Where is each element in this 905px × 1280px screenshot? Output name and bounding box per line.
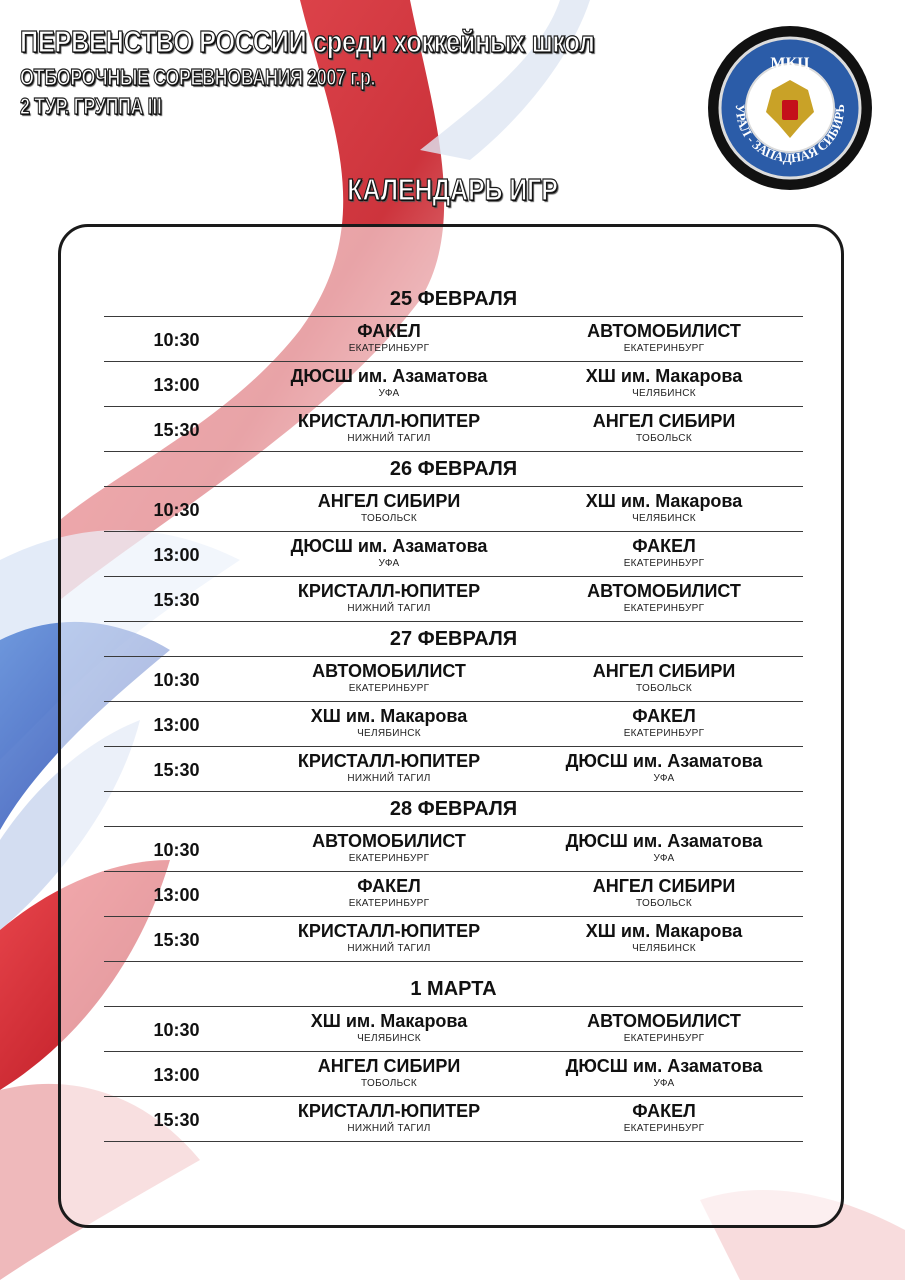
game-time: 13:00 xyxy=(153,375,200,395)
game-time: 10:30 xyxy=(153,1020,200,1040)
away-team xyxy=(534,365,794,401)
home-team-name: КРИСТАЛЛ-ЮПИТЕР xyxy=(297,1101,481,1121)
header-title: ПЕРВЕНСТВО РОССИИ среди хоккейных школ xyxy=(20,24,595,59)
day-title: 25 ФЕВРАЛЯ xyxy=(389,288,518,310)
day-title: 26 ФЕВРАЛЯ xyxy=(389,458,518,480)
home-team xyxy=(259,535,519,571)
game-time: 15:30 xyxy=(153,590,200,610)
away-team-city: ЕКАТЕРИНБУРГ xyxy=(623,603,705,614)
away-team-name: АНГЕЛ СИБИРИ xyxy=(592,411,736,431)
game-row xyxy=(104,361,803,406)
away-team-name: ФАКЕЛ xyxy=(632,1101,696,1121)
game-row xyxy=(104,1051,803,1096)
away-team-city: ЧЕЛЯБИНСК xyxy=(632,513,696,524)
home-team-city: ТОБОЛЬСК xyxy=(361,513,417,524)
game-row xyxy=(104,701,803,746)
away-team-name: ХШ им. Макарова xyxy=(585,921,743,941)
schedule-table xyxy=(104,282,803,1142)
away-team-name: АВТОМОБИЛИСТ xyxy=(587,581,741,601)
away-team xyxy=(534,705,794,741)
away-team xyxy=(534,490,794,526)
home-team-name: АНГЕЛ СИБИРИ xyxy=(317,491,461,511)
home-team-name: АВТОМОБИЛИСТ xyxy=(312,661,466,681)
home-team-name: ДЮСШ им. Азаматова xyxy=(290,366,488,386)
game-row xyxy=(104,486,803,531)
game-row xyxy=(104,1006,803,1051)
away-team-name: ДЮСШ им. Азаматова xyxy=(565,831,763,851)
home-team-name: АВТОМОБИЛИСТ xyxy=(312,831,466,851)
away-team xyxy=(534,1100,794,1136)
away-team-city: ТОБОЛЬСК xyxy=(636,683,692,694)
day-title: 27 ФЕВРАЛЯ xyxy=(389,628,518,650)
away-team xyxy=(534,920,794,956)
game-row xyxy=(104,531,803,576)
home-team-city: ЕКАТЕРИНБУРГ xyxy=(348,898,430,909)
day-spacer xyxy=(104,962,803,972)
game-row xyxy=(104,871,803,916)
home-team xyxy=(259,660,519,696)
away-team-city: ЕКАТЕРИНБУРГ xyxy=(623,1123,705,1134)
away-team-name: АВТОМОБИЛИСТ xyxy=(587,321,741,341)
game-time: 13:00 xyxy=(153,545,200,565)
away-team-name: ХШ им. Макарова xyxy=(585,491,743,511)
home-team-city: УФА xyxy=(378,388,400,399)
away-team-city: ТОБОЛЬСК xyxy=(636,433,692,444)
away-team xyxy=(534,875,794,911)
home-team-name: КРИСТАЛЛ-ЮПИТЕР xyxy=(297,751,481,771)
game-row xyxy=(104,826,803,871)
home-team-name: ХШ им. Макарова xyxy=(310,1011,468,1031)
away-team xyxy=(534,535,794,571)
away-team xyxy=(534,1010,794,1046)
home-team xyxy=(259,1100,519,1136)
home-team-city: НИЖНИЙ ТАГИЛ xyxy=(347,943,431,954)
away-team xyxy=(534,1055,794,1091)
game-row xyxy=(104,406,803,452)
away-team-name: ДЮСШ им. Азаматова xyxy=(565,751,763,771)
game-row xyxy=(104,746,803,792)
away-team-city: УФА xyxy=(653,773,675,784)
home-team-name: АНГЕЛ СИБИРИ xyxy=(317,1056,461,1076)
header-subtitle: ОТБОРОЧНЫЕ СОРЕВНОВАНИЯ 2007 г.р. xyxy=(20,64,376,90)
away-team-city: ЧЕЛЯБИНСК xyxy=(632,943,696,954)
away-team-city: ЕКАТЕРИНБУРГ xyxy=(623,728,705,739)
logo-ring-text: УРАЛ - ЗАПАДНАЯ СИБИРЬ xyxy=(732,103,848,166)
game-time: 15:30 xyxy=(153,1110,200,1130)
home-team-city: ЕКАТЕРИНБУРГ xyxy=(348,343,430,354)
home-team-name: ХШ им. Макарова xyxy=(310,706,468,726)
away-team-city: ЕКАТЕРИНБУРГ xyxy=(623,558,705,569)
home-team-city: НИЖНИЙ ТАГИЛ xyxy=(347,603,431,614)
game-time: 10:30 xyxy=(153,500,200,520)
home-team-city: НИЖНИЙ ТАГИЛ xyxy=(347,1123,431,1134)
home-team-name: ФАКЕЛ xyxy=(357,876,421,896)
home-team xyxy=(259,1055,519,1091)
away-team-name: ДЮСШ им. Азаматова xyxy=(565,1056,763,1076)
home-team-city: НИЖНИЙ ТАГИЛ xyxy=(347,433,431,444)
logo-top-text: МКЦ xyxy=(770,55,810,72)
game-row xyxy=(104,576,803,622)
away-team-city: УФА xyxy=(653,1078,675,1089)
day-title: 1 МАРТА xyxy=(410,978,497,1000)
home-team xyxy=(259,875,519,911)
game-row xyxy=(104,1096,803,1142)
away-team-city: ЧЕЛЯБИНСК xyxy=(632,388,696,399)
day-title: 28 ФЕВРАЛЯ xyxy=(389,798,518,820)
away-team-name: АНГЕЛ СИБИРИ xyxy=(592,876,736,896)
away-team-city: УФА xyxy=(653,853,675,864)
home-team-name: ФАКЕЛ xyxy=(357,321,421,341)
game-row xyxy=(104,656,803,701)
away-team-name: АВТОМОБИЛИСТ xyxy=(587,1011,741,1031)
home-team-city: ЧЕЛЯБИНСК xyxy=(357,728,421,739)
home-team xyxy=(259,705,519,741)
away-team xyxy=(534,660,794,696)
mkc-logo xyxy=(706,24,874,192)
home-team-city: ЧЕЛЯБИНСК xyxy=(357,1033,421,1044)
home-team xyxy=(259,490,519,526)
home-team-city: НИЖНИЙ ТАГИЛ xyxy=(347,773,431,784)
calendar-title: КАЛЕНДАРЬ ИГР xyxy=(347,172,558,207)
away-team-city: ТОБОЛЬСК xyxy=(636,898,692,909)
game-time: 13:00 xyxy=(153,885,200,905)
home-team-city: УФА xyxy=(378,558,400,569)
home-team-name: КРИСТАЛЛ-ЮПИТЕР xyxy=(297,921,481,941)
home-team-city: ТОБОЛЬСК xyxy=(361,1078,417,1089)
home-team-name: ДЮСШ им. Азаматова xyxy=(290,536,488,556)
home-team xyxy=(259,580,519,616)
home-team-name: КРИСТАЛЛ-ЮПИТЕР xyxy=(297,411,481,431)
away-team xyxy=(534,750,794,786)
game-row xyxy=(104,316,803,361)
game-row xyxy=(104,916,803,962)
home-team-name: КРИСТАЛЛ-ЮПИТЕР xyxy=(297,581,481,601)
away-team-name: ХШ им. Макарова xyxy=(585,366,743,386)
home-team xyxy=(259,830,519,866)
away-team xyxy=(534,410,794,446)
away-team-name: АНГЕЛ СИБИРИ xyxy=(592,661,736,681)
game-time: 15:30 xyxy=(153,760,200,780)
home-team xyxy=(259,750,519,786)
away-team-name: ФАКЕЛ xyxy=(632,706,696,726)
home-team xyxy=(259,410,519,446)
home-team-city: ЕКАТЕРИНБУРГ xyxy=(348,683,430,694)
header-round: 2 ТУР. ГРУППА III xyxy=(20,93,162,119)
home-team xyxy=(259,365,519,401)
game-time: 10:30 xyxy=(153,330,200,350)
game-time: 10:30 xyxy=(153,840,200,860)
home-team xyxy=(259,1010,519,1046)
game-time: 13:00 xyxy=(153,1065,200,1085)
home-team xyxy=(259,920,519,956)
game-time: 15:30 xyxy=(153,420,200,440)
game-time: 10:30 xyxy=(153,670,200,690)
away-team xyxy=(534,320,794,356)
game-time: 15:30 xyxy=(153,930,200,950)
game-time: 13:00 xyxy=(153,715,200,735)
away-team-city: ЕКАТЕРИНБУРГ xyxy=(623,1033,705,1044)
away-team-city: ЕКАТЕРИНБУРГ xyxy=(623,343,705,354)
home-team-city: ЕКАТЕРИНБУРГ xyxy=(348,853,430,864)
away-team-name: ФАКЕЛ xyxy=(632,536,696,556)
home-team xyxy=(259,320,519,356)
away-team xyxy=(534,580,794,616)
away-team xyxy=(534,830,794,866)
